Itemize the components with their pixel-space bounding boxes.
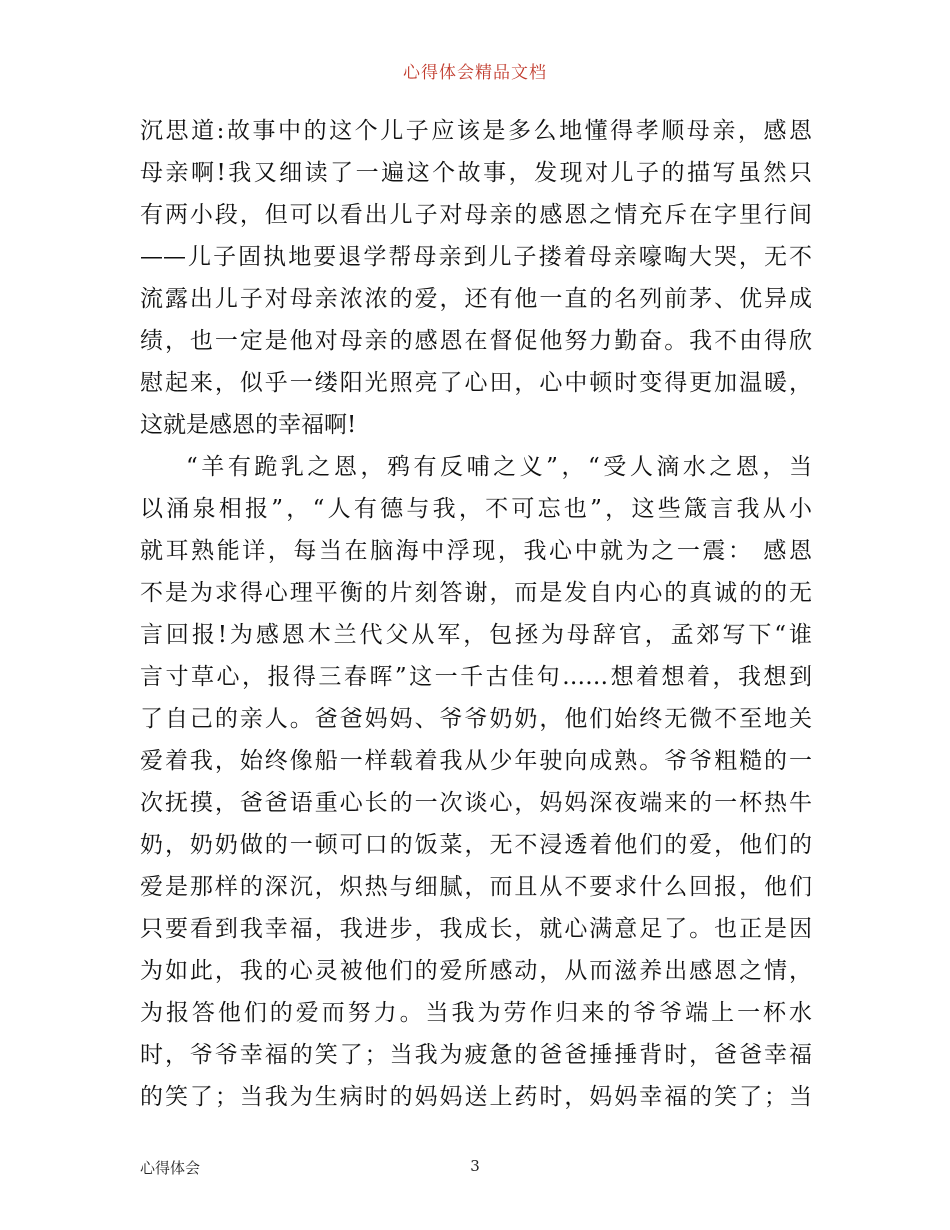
text-line: 言回报!为感恩木兰代父从军，包拯为母辞官，孟郊写下“谁 xyxy=(140,622,812,648)
text-line: 就耳熟能详，每当在脑海中浮现，我心中就为之一震： 感恩 xyxy=(140,538,812,564)
text-line: 的笑了；当我为生病时的妈妈送上药时，妈妈幸福的笑了；当 xyxy=(140,1084,812,1110)
text-line: 次抚摸，爸爸语重心长的一次谈心，妈妈深夜端来的一杯热牛 xyxy=(140,790,812,816)
paragraph-start-line: “羊有跪乳之恩，鸦有反哺之义”，“受人滴水之恩，当 xyxy=(186,454,812,480)
text-line: 时，爷爷幸福的笑了；当我为疲惫的爸爸捶捶背时，爸爸幸福 xyxy=(140,1042,812,1068)
text-line: 奶，奶奶做的一顿可口的饭菜，无不浸透着他们的爱，他们的 xyxy=(140,832,812,858)
text-line: 为报答他们的爱而努力。当我为劳作归来的爷爷端上一杯水 xyxy=(140,1000,812,1026)
text-line: 绩，也一定是他对母亲的感恩在督促他努力勤奋。我不由得欣 xyxy=(140,328,812,354)
text-line: 不是为求得心理平衡的片刻答谢，而是发自内心的真诚的的无 xyxy=(140,580,812,606)
document-body xyxy=(140,110,812,1118)
paragraph-end-line: 这就是感恩的幸福啊! xyxy=(140,412,357,438)
text-line: 为如此，我的心灵被他们的爱所感动，从而滋养出感恩之情， xyxy=(140,958,812,984)
text-line: 爱是那样的深沉，炽热与细腻，而且从不要求什么回报，他们 xyxy=(140,874,812,900)
text-line: 言寸草心，报得三春晖”这一千古佳句……想着想着，我想到 xyxy=(140,664,812,690)
text-line: 慰起来，似乎一缕阳光照亮了心田，心中顿时变得更加温暖， xyxy=(140,370,812,396)
text-line: ——儿子固执地要退学帮母亲到儿子搂着母亲嚎啕大哭，无不 xyxy=(140,244,812,270)
text-line: 流露出儿子对母亲浓浓的爱，还有他一直的名列前茅、优异成 xyxy=(140,286,812,312)
text-line: 爱着我，始终像船一样载着我从少年驶向成熟。爷爷粗糙的一 xyxy=(140,748,812,774)
text-line: 只要看到我幸福，我进步，我成长，就心满意足了。也正是因 xyxy=(140,916,812,942)
page-header-title: 心得体会精品文档 xyxy=(403,63,547,83)
page-number: 3 xyxy=(470,1157,480,1175)
text-line: 有两小段，但可以看出儿子对母亲的感恩之情充斥在字里行间 xyxy=(140,202,812,228)
footer-label: 心得体会 xyxy=(140,1159,201,1177)
text-line: 以涌泉相报”，“人有德与我，不可忘也”，这些箴言我从小 xyxy=(140,496,812,522)
text-line: 沉思道:故事中的这个儿子应该是多么地懂得孝顺母亲，感恩 xyxy=(140,118,812,144)
text-line: 母亲啊!我又细读了一遍这个故事，发现对儿子的描写虽然只 xyxy=(140,160,812,186)
text-line: 了自己的亲人。爸爸妈妈、爷爷奶奶，他们始终无微不至地关 xyxy=(140,706,812,732)
